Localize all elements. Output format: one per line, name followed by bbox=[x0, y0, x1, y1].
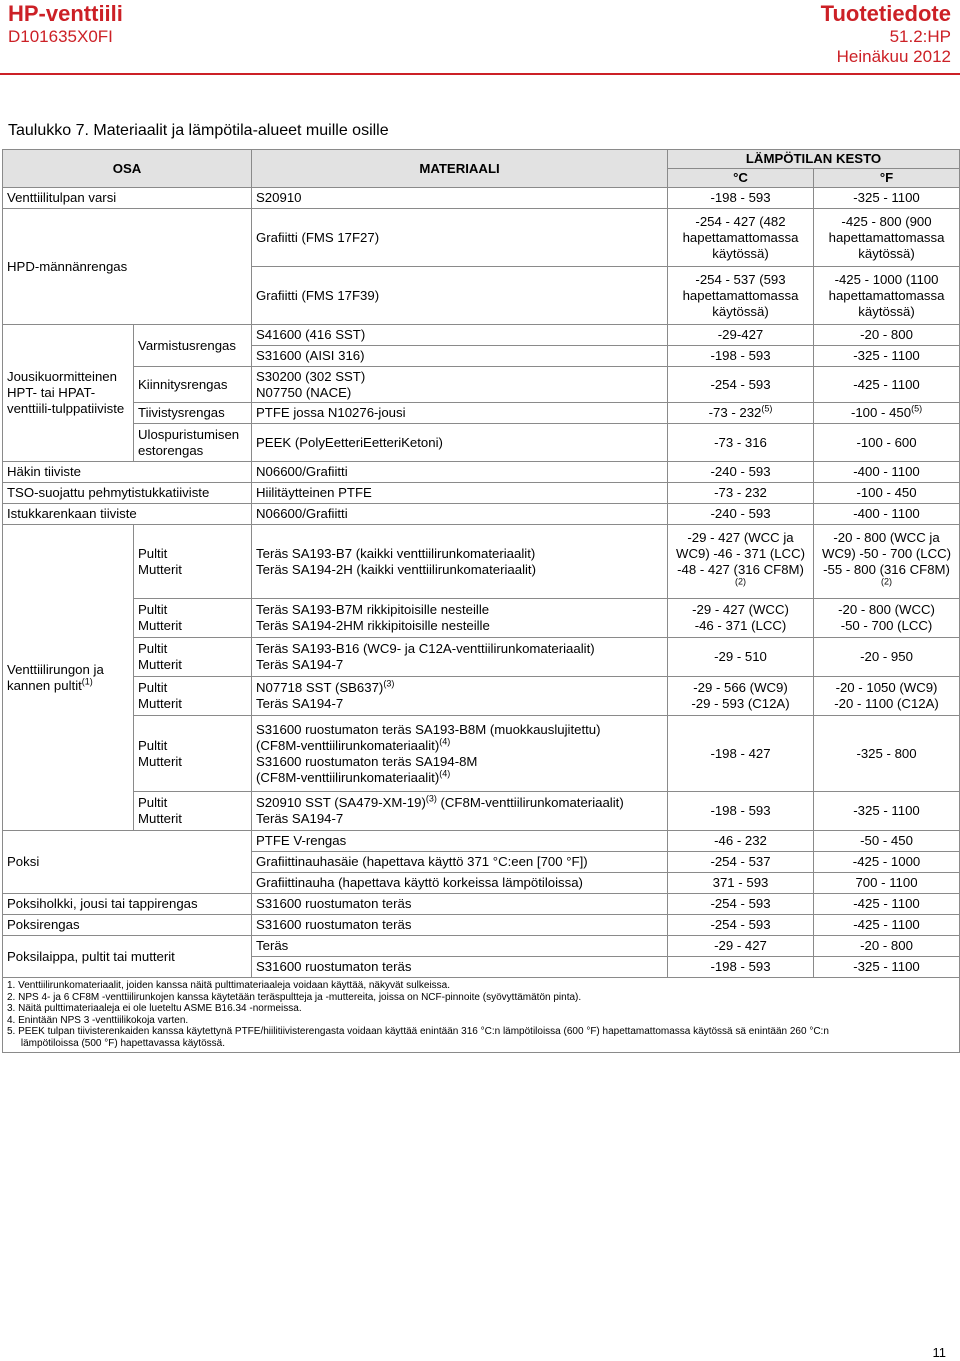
document-type: Tuotetiedote bbox=[820, 1, 951, 26]
page-number: 11 bbox=[932, 1345, 946, 1360]
table-row: Poksiholkki, jousi tai tappirengas S31600 ruostumaton teräs -254 - 593 -425 - 1100 bbox=[3, 894, 960, 915]
section-number: 51.2:HP bbox=[889, 27, 951, 46]
document-header-right bbox=[821, 0, 951, 67]
table-row: Pultit Mutterit Teräs SA193-B7M rikkipitoisille nesteille Teräs SA194-2HM rikkipitoisille nesteille -29 - 427 (WCC) -46 - 371 (LCC) -20 - 800 (WCC) -50 - 700 (LCC) bbox=[3, 599, 960, 638]
table-row: Ulospuristumisen estorengas PEEK (PolyEetteriEetteriKetoni) -73 - 316 -100 - 600 bbox=[3, 424, 960, 462]
header-part: OSA bbox=[3, 150, 252, 188]
table-row: Pultit Mutterit N07718 SST $(SB637)^{(3)}$ Teräs SA194-7 -29 - 566 (WC9) -29 - 593 (C12A) -20 - 1050 (WC9) -20 - 1100 (C12A) bbox=[3, 677, 960, 716]
header-celsius: °C bbox=[668, 169, 814, 188]
table-row: Jousikuormitteinen HPT- tai HPAT-venttiili-tulppatiiviste Varmistusrengas S41600 (416 SST) -29-427 -20 - 800 bbox=[3, 325, 960, 346]
header-divider bbox=[0, 73, 960, 75]
materials-table bbox=[2, 149, 960, 1053]
footnote: 2. NPS 4- ja 6 CF8M -venttiilirunkojen kanssa käytetään teräspultteja ja -muttereita, joissa on NCF-pinnoite (syövyttämätön pinta). bbox=[7, 991, 582, 1003]
table-title: Taulukko 7. Materiaalit ja lämpötila-alueet muille osille bbox=[8, 122, 389, 139]
table-row: Tiivistysrengas PTFE jossa N10276-jousi -73 - 232$^{(5)}$ -100 - 450$^{(5)}$ bbox=[3, 403, 960, 424]
footnote: 5. PEEK tulpan tiivisterenkaiden kanssa käytettynä PTFE/hiilitiivisterengasta voidaan käyttää enintään 316 °C:n lämpötiloissa (600 °F) hapettamattomassa käytössä sä enintään 260 °C:n bbox=[7, 1026, 829, 1037]
table-footnotes bbox=[3, 978, 960, 1053]
table-row: Häkin tiiviste N06600/Grafiitti -240 - 593 -400 - 1100 bbox=[3, 462, 960, 483]
table-row: HPD-männänrengas Grafiitti (FMS 17F27) -254 - 427 (482 hapettamattomassa käytössä) -425 - 800 (900 hapettamattomassa käytössä) bbox=[3, 209, 960, 267]
table-row: Pultit Mutterit Teräs SA193-B16 (WC9- ja C12A-venttiilirunkomateriaalit) Teräs SA194-7 -29 - 510 -20 - 950 bbox=[3, 638, 960, 677]
table-row: Grafiitti (FMS 17F39) -254 - 537 (593 hapettamattomassa käytössä) -425 - 1000 (1100 hapettamattomassa käytössä) bbox=[3, 267, 960, 325]
document-header-left bbox=[8, 0, 123, 47]
product-title: HP-venttiili bbox=[8, 1, 123, 26]
publish-date: Heinäkuu 2012 bbox=[836, 47, 951, 66]
table-row: S31600 ruostumaton teräs -198 - 593 -325 - 1100 bbox=[3, 957, 960, 978]
table-row: Venttiilitulpan varsi S20910 -198 - 593 -325 - 1100 bbox=[3, 188, 960, 209]
table-row: S31600 (AISI 316) -198 - 593 -325 - 1100 bbox=[3, 346, 960, 367]
header-fahrenheit: °F bbox=[814, 169, 960, 188]
header-material: MATERIAALI bbox=[252, 150, 668, 188]
table-row: Grafiittinauhasäie (hapettava käyttö 371 °C:een [700 °F]) -254 - 537 -425 - 1000 bbox=[3, 852, 960, 873]
table-row: Poksi PTFE V-rengas -46 - 232 -50 - 450 bbox=[3, 831, 960, 852]
table-row: Pultit Mutterit S31600 ruostumaton teräs SA193-B8M (muokkauslujitettu) (CF8M-venttiilirunkomateriaalit)$^{(4)}$ S31600 ruostumaton teräs SA194-8M (CF8M-venttiilirunkomateriaalit)$^{(4)}$ -198 - 427 -325 - 800 bbox=[3, 716, 960, 792]
document-number: D101635X0FI bbox=[8, 27, 113, 46]
table-row: TSO-suojattu pehmytistukkatiiviste Hiilitäytteinen PTFE -73 - 232 -100 - 450 bbox=[3, 483, 960, 504]
footnote: lämpötiloissa (500 °F) hapettavassa käytössä. bbox=[7, 1037, 225, 1049]
table-notes-row bbox=[3, 978, 960, 1053]
table-row: Venttiilirungon ja kannen pultit$^{(1)}$ Pultit Mutterit Teräs SA193-B7 (kaikki venttiilirunkomateriaalit) Teräs SA194-2H (kaikki venttiilirunkomateriaalit) -29 - 427 (WCC ja WC9) -46 - 371 (LCC) -48 - 427 (316 CF8M)$^{(2)}$ -20 - 800 (WCC ja WC9) -50 - 700 (LCC) -55 - 800 (316 CF8M)$^{(2)}$ bbox=[3, 525, 960, 599]
footnote: 4. Enintään NPS 3 -venttiilikokoja varten. bbox=[7, 1014, 189, 1026]
footnote: 3. Näitä pulttimateriaaleja ei ole lueteltu ASME B16.34 -normeissa. bbox=[7, 1003, 302, 1014]
table-row: Poksilaippa, pultit tai mutterit Teräs -29 - 427 -20 - 800 bbox=[3, 936, 960, 957]
header-temperature: LÄMPÖTILAN KESTO bbox=[668, 150, 960, 169]
table-row: Kiinnitysrengas S30200 (302 SST) N07750 (NACE) -254 - 593 -425 - 1100 bbox=[3, 367, 960, 403]
table-row: Poksirengas S31600 ruostumaton teräs -254 - 593 -425 - 1100 bbox=[3, 915, 960, 936]
footnote: 1. Venttiilirunkomateriaalit, joiden kanssa näitä pulttimateriaaleja voidaan käyttää, näkyvät sulkeissa. bbox=[7, 980, 451, 991]
table-row: Pultit Mutterit S20910 SST $(SA479-XM-19)^{(3)}$ (CF8M-venttiilirunkomateriaalit) Teräs SA194-7 -198 - 593 -325 - 1100 bbox=[3, 792, 960, 831]
table-row: Istukkarenkaan tiiviste N06600/Grafiitti -240 - 593 -400 - 1100 bbox=[3, 504, 960, 525]
table-row: Grafiittinauha (hapettava käyttö korkeissa lämpötiloissa) 371 - 593 700 - 1100 bbox=[3, 873, 960, 894]
